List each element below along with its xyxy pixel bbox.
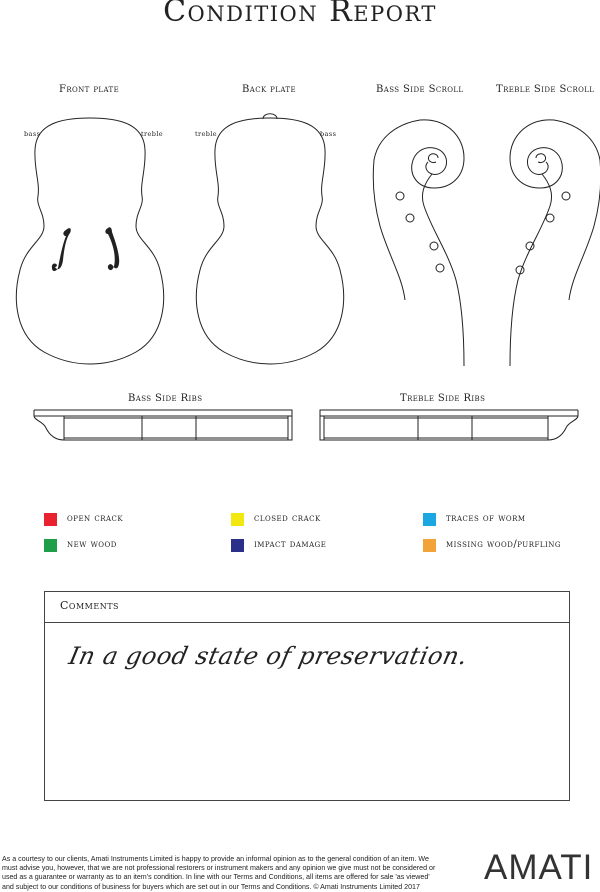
legend-label-new-wood: new wood [67,539,117,550]
legend-swatch-new-wood [44,539,57,552]
front-bass-label: bass [24,130,41,138]
legend-label-missing-wood: missing wood/purfling [446,539,561,550]
legend-label-impact-damage: impact damage [254,539,327,550]
comments-box [44,591,570,801]
back-bass-label: bass [320,130,337,138]
page-title: Condition Report [163,0,437,29]
legend-swatch-traces-of-worm [423,513,436,526]
legend-label-closed-crack: closed crack [254,513,321,524]
treble-side-ribs-label: Treble Side Ribs [400,393,486,404]
handwritten-comment [45,592,571,802]
legend-swatch-impact-damage [231,539,244,552]
amati-logo: AMATI [484,848,594,887]
legend-label-open-crack: open crack [67,513,124,524]
comments-label: Comments [60,599,120,612]
legend-swatch-open-crack [44,513,57,526]
legend-swatch-closed-crack [231,513,244,526]
bass-side-scroll-label: Bass Side Scroll [376,84,464,95]
bass-side-ribs-label: Bass Side Ribs [128,393,203,404]
front-treble-label: treble [141,130,164,138]
footer-disclaimer: As a courtesy to our clients, Amati Instruments Limited is happy to provide an informal opinion as to the general condition of an item. We must advise you, however, that we are not professional restorers or instrument makers and any opinion we give must not be considered or used as a guarantee or warranty as to an item's condition. In line with our Terms and Conditions, all items are offered for sale 'as viewed' and subject to our conditions of business for buyers which are set out in our Terms and Conditions. © Amati Instruments Limited 2017 [2,855,436,891]
back-plate-label: Back plate [242,84,296,95]
legend-swatch-missing-wood [423,539,436,552]
legend-label-traces-of-worm: traces of worm [446,513,526,524]
back-treble-label: treble [195,130,218,138]
front-plate-label: Front plate [59,84,120,95]
handwritten-comment-text: In a good state of preservation. [66,641,471,670]
treble-side-scroll-label: Treble Side Scroll [496,84,595,95]
